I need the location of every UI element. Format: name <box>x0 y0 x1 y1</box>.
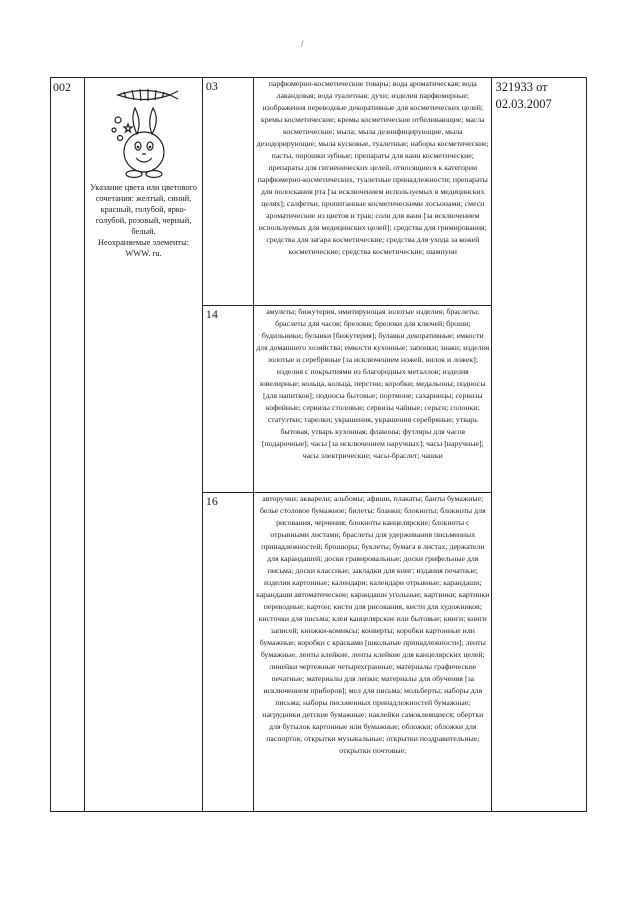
class-cell-16 <box>202 493 253 812</box>
goods-list-16: авторучки; акварели; альбомы; афиши, плакаты; банты бумажные; белье столовое бумажное; билеты; бланки; блокноты; блокноты для рисования, черчения; блокноты канцелярские; блокноты с отрывными листами; браслеты для удерживания письменных принадлежностей; брошюры; буклеты; бумага в листах; держатели для карандашей; доски гравировальные; доски грифельные для письма; доски классные; закладки для книг; издания печатные; изделия картонные; календари; календари отрывные; карандаши; карандаши автоматические; карандаши угольные; картинки; картинки переводные; картон; кисти для рисования, кисти для художников; кисточки для письма; клеи канцелярские или бытовые; книги; книги записей; книжки-комиксы; конверты; коробки картонные или бумажные; коробки с красками [школьные принадлежности]; ленты бумажные, ленты клейкие, ленты клейкие для канцелярских целей; линейки чертежные четырехгранные; материалы графические печатные; материалы для лепки; материалы для обучения [за исключением приборов]; мел для письма; мольберты; наборы для письма; наборы письменных принадлежностей бумажные; нагрудники детские бумажные; наклейки самоклеящиеся; обертки для бутылок картонные или бумажные; обложки; обложки для паспортов; открытки музыкальные; открытки поздравительные; открытки почтовые; <box>256 494 490 755</box>
goods-list-03: парфюмерно-косметические товары; вода ароматическая; вода лавандовая; вода туалетная; духи; изделия парфюмерные; изображения переводные декоративные для косметических целей; кремы косметические; кремы косметические отбеливающие; масла косметические; мыла; мыла дезинфицирующие, мыла дезодорирующие; мыла кусковые, туалетные; наборы косметические; пасты, порошки зубные; препараты для ванн косметические; препараты для гигиенических целей, относящиеся к категории парфюмерно-косметических, туалетные принадлежности; препараты для полоскания рта [за исключением используемых в медицинских целях]; салфетки, пропитанные косметическими лосьонами; смеси ароматические из цветов и трав; соли для ванн [за исключением используемых для медицинских целей]; средства для гримирования; средства для загара косметические; средства для ухода за кожей косметические; средства косметические; шампуни <box>256 79 489 256</box>
goods-cell-03 <box>254 78 492 306</box>
page-mark: / <box>301 39 304 49</box>
class-code-16: 16 <box>205 494 218 508</box>
goods-list-14: амулеты; бижутерия, имитирующая золотые изделия; браслеты; браслеты для часов; брелоки; брелоки для ключей; броши; будильники; булавки [бижутерия]; булавки декоративные; емкости для домашнего хозяйства; емкости кухонные; запонки; знаки; изделия золотые и серебряные [за исключением ножей, вилок и ложек]; изделия с покрытиями из благородных металлов; изделия ювелирные; кольца, кольца, перстни; коробки; медальоны; подносы [для напитков]; подносы бытовые; портмоне; сахарницы; сервизы кофейные; сервизы столовые; сервизы чайные; серьги; солонки; статуэтки; тарелки; украшения, украшения серебряные; утварь бытовая, утварь кухонная; флаконы; футляры для часов [подарочные]; часы [за исключением наручных]; часы [наручные]; часы электрические; часы-браслет; чашки <box>256 307 490 460</box>
class-cell-03 <box>202 78 253 306</box>
unprotected-elements: Неохраняемые элементы: WWW. ru. <box>97 238 190 258</box>
table-row <box>51 78 587 306</box>
registration-cell <box>492 78 587 812</box>
goods-cell-16 <box>254 493 492 812</box>
trademark-image-cell <box>85 78 203 812</box>
class-code-14: 14 <box>205 307 218 321</box>
registration-table <box>50 77 587 812</box>
class-cell-14 <box>202 306 253 493</box>
record-number: 002 <box>53 80 71 94</box>
color-description: Указание цвета или цветового сочетания: желтый, синий, красный, голубой, ярко-голубой, розовый, черный, белый. <box>90 183 197 236</box>
record-number-cell <box>51 78 85 812</box>
bunny-trademark-image <box>104 80 184 180</box>
class-code-03: 03 <box>205 79 218 93</box>
registration-number: 321933 от <box>495 80 548 94</box>
goods-cell-14 <box>254 306 492 493</box>
registration-date: 02.03.2007 <box>495 97 552 111</box>
